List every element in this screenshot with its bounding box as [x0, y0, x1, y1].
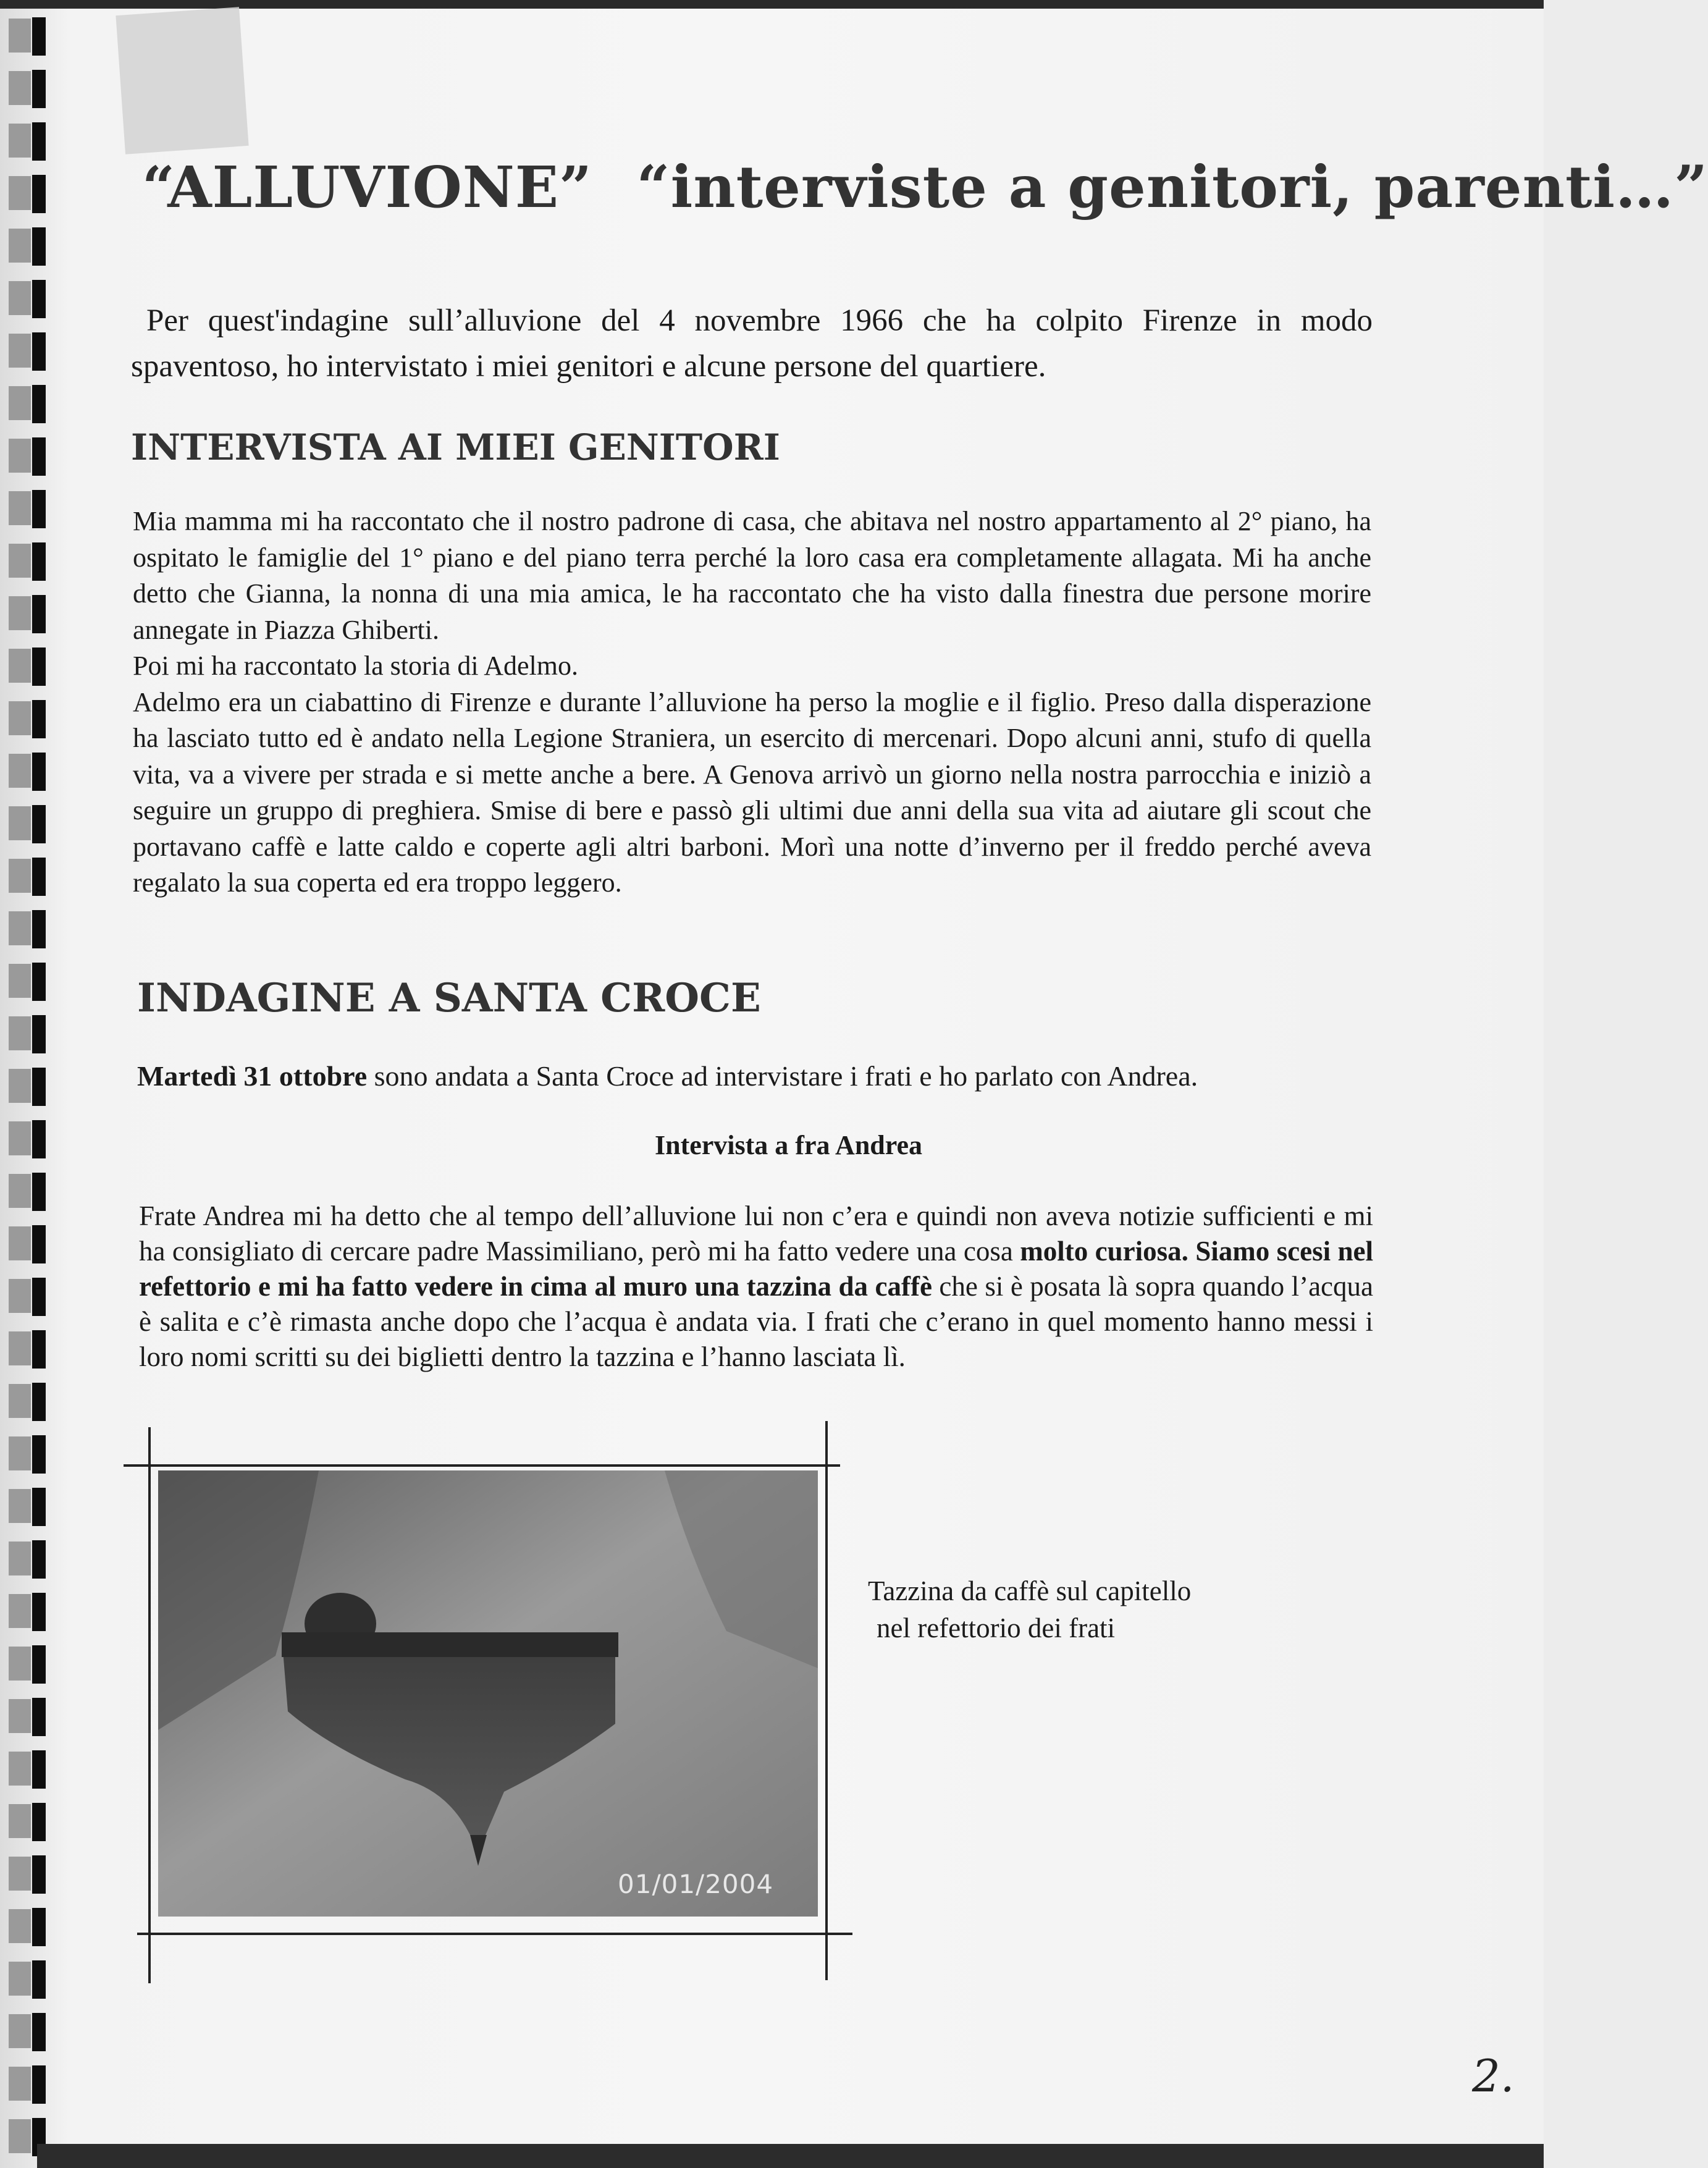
- binding-ring-shadow: [9, 71, 31, 105]
- binding-ring: [32, 700, 46, 738]
- title-alluvione: “ALLUVIONE”: [142, 154, 592, 221]
- binding-ring: [32, 1120, 46, 1158]
- binding-ring: [32, 858, 46, 896]
- capital-photo-image: [158, 1470, 818, 1917]
- binding-ring-shadow: [9, 1174, 31, 1208]
- binding-ring: [32, 1645, 46, 1684]
- binding-ring-shadow: [9, 1804, 31, 1838]
- binding-ring-shadow: [9, 701, 31, 735]
- binding-ring-shadow: [9, 2119, 31, 2153]
- binding-ring-shadow: [9, 1752, 31, 1786]
- binding-ring-shadow: [9, 806, 31, 840]
- binding-ring-shadow: [9, 1121, 31, 1155]
- page-title: [142, 153, 1708, 246]
- binding-ring: [32, 1015, 46, 1053]
- binding-ring: [32, 490, 46, 528]
- binding-ring: [32, 1855, 46, 1894]
- caption-line-1: Tazzina da caffè sul capitello: [868, 1575, 1192, 1606]
- photo-caption: [868, 1572, 1300, 1647]
- binding-ring-shadow: [9, 1647, 31, 1681]
- binding-ring-shadow: [9, 229, 31, 263]
- binding-ring-shadow: [9, 1436, 31, 1470]
- scan-bottom-edge: [37, 2144, 1544, 2168]
- interview-body: [139, 1199, 1373, 1375]
- binding-ring: [32, 437, 46, 476]
- title-subtitle: “interviste a genitori, parenti…”: [636, 153, 1708, 221]
- binding-ring-shadow: [9, 911, 31, 945]
- binding-ring-shadow: [9, 386, 31, 420]
- binding-ring: [32, 1750, 46, 1789]
- binding-ring-shadow: [9, 1857, 31, 1891]
- binding-ring-shadow: [9, 2067, 31, 2101]
- binding-ring-shadow: [9, 1016, 31, 1050]
- caption-line-2: nel refettorio dei frati: [877, 1613, 1116, 1643]
- binding-ring: [32, 647, 46, 686]
- binding-ring: [32, 280, 46, 318]
- binding-ring: [32, 1173, 46, 1211]
- binding-ring-shadow: [9, 281, 31, 315]
- binding-ring: [32, 542, 46, 581]
- photo-date-stamp: 01/01/2004: [618, 1869, 774, 1899]
- binding-ring-shadow: [9, 1594, 31, 1628]
- binding-ring-shadow: [9, 649, 31, 683]
- binding-ring: [32, 17, 46, 56]
- binding-ring: [32, 595, 46, 633]
- binding-ring-shadow: [9, 1699, 31, 1733]
- binding-ring: [32, 385, 46, 423]
- binding-ring-shadow: [9, 596, 31, 630]
- binding-ring: [32, 805, 46, 843]
- binding-ring: [32, 175, 46, 213]
- binding-ring: [32, 1908, 46, 1946]
- interview-text-bold: molto curiosa. Siamo scesi nel refettorio e mi ha fatto vedere in cima al muro una tazzina da caffè: [139, 1236, 1374, 1302]
- interview-text-end: che si è posata là sopra quando l’acqua è salita e c’è rimasta anche dopo che l’acqua è andata via. I frati che c’erano in quel momento hanno messi i loro nomi scritti su dei biglietti dentro la tazzina e l’hanno lasciata lì.: [139, 1271, 1373, 1372]
- binding-ring-shadow: [9, 2014, 31, 2048]
- binding-ring-shadow: [9, 964, 31, 998]
- tape-mark: [116, 7, 248, 154]
- binding-ring-shadow: [9, 1962, 31, 1996]
- capital-photo: [158, 1470, 818, 1917]
- binding-ring: [32, 1540, 46, 1579]
- binding-ring-shadow: [9, 1542, 31, 1575]
- binding-ring-shadow: [9, 491, 31, 525]
- binding-ring: [32, 2065, 46, 2104]
- visit-date-text: sono andata a Santa Croce ad intervistare i frati e ho parlato con Andrea.: [367, 1060, 1198, 1092]
- binding-ring: [32, 227, 46, 266]
- paragraph: Adelmo era un ciabattino di Firenze e durante l’alluvione ha perso la moglie e il figlio. Preso dalla disperazione ha lasciato tutto ed è andato nella Legione Straniera, un esercito di mercenari. Dopo alcuni anni, stufo di quella vita, va a vivere per strada e si mette anche a bere. A Genova arrivò un giorno nella nostra parrocchia e iniziò a seguire un gruppo di preghiera. Smise di bere e passò gli ultimi due anni della sua vita ad aiutare gli scout che portavano caffè e latte caldo e coperte agli altri barboni. Morì una notte d’inverno per il freddo perché aveva regalato la sua coperta ed era troppo leggero.: [133, 686, 1371, 898]
- interview-title: Intervista a fra Andrea: [655, 1130, 923, 1160]
- binding-ring: [32, 1698, 46, 1736]
- spiral-binding: [0, 0, 68, 2168]
- binding-ring-shadow: [9, 439, 31, 473]
- binding-ring-shadow: [9, 334, 31, 368]
- binding-ring: [32, 753, 46, 791]
- binding-ring-shadow: [9, 1226, 31, 1260]
- section-genitori-body: [133, 504, 1371, 901]
- paragraph: Poi mi ha raccontato la storia di Adelmo.: [133, 651, 578, 681]
- interview-text-start: Frate Andrea mi ha detto che al tempo dell’alluvione lui non c’era e quindi non aveva notizie sufficienti e mi ha consigliato di cercare padre Massimiliano, però mi ha fatto vedere una cosa: [139, 1200, 1373, 1267]
- section-heading-genitori: INTERVISTA AI MIEI GENITORI: [131, 426, 780, 468]
- binding-ring-shadow: [9, 544, 31, 578]
- binding-ring: [32, 122, 46, 161]
- paragraph: Mia mamma mi ha raccontato che il nostro padrone di casa, che abitava nel nostro appartamento al 2° piano, ha ospitato le famiglie del 1° piano e del piano terra perché la loro casa era completamente allagata. Mi ha anche detto che Gianna, la nonna di una mia amica, le ha raccontato che ha visto dalla finestra due persone morire annegate in Piazza Ghiberti.: [133, 506, 1371, 645]
- binding-ring: [32, 1593, 46, 1631]
- section-heading-santa-croce: INDAGINE A SANTA CROCE: [137, 975, 761, 1021]
- visit-date-paragraph: [137, 1058, 1373, 1095]
- binding-ring: [32, 2013, 46, 2051]
- binding-ring-shadow: [9, 19, 31, 53]
- binding-ring: [32, 1383, 46, 1421]
- binding-ring: [32, 910, 46, 948]
- binding-ring-shadow: [9, 754, 31, 788]
- page-number: 2.: [1472, 2050, 1515, 2102]
- binding-ring-shadow: [9, 1331, 31, 1365]
- binding-ring: [32, 1960, 46, 1999]
- binding-ring: [32, 1488, 46, 1526]
- visit-date: Martedì 31 ottobre: [137, 1060, 368, 1092]
- binding-ring-shadow: [9, 1384, 31, 1418]
- binding-ring: [32, 1803, 46, 1841]
- binding-ring-shadow: [9, 1489, 31, 1523]
- binding-ring: [32, 332, 46, 371]
- binding-ring-shadow: [9, 1909, 31, 1943]
- intro-paragraph: Per quest'indagine sull’alluvione del 4 novembre 1966 che ha colpito Firenze in modo spaventoso, ho intervistato i miei genitori e alcune persone del quartiere.: [131, 303, 1373, 384]
- binding-ring-shadow: [9, 124, 31, 158]
- binding-ring: [32, 963, 46, 1001]
- binding-ring-shadow: [9, 1279, 31, 1313]
- binding-ring: [32, 70, 46, 108]
- binding-ring-shadow: [9, 1069, 31, 1103]
- binding-rings: [0, 0, 68, 2168]
- binding-ring: [32, 1330, 46, 1369]
- binding-ring-shadow: [9, 859, 31, 893]
- binding-ring: [32, 1225, 46, 1263]
- binding-ring-shadow: [9, 176, 31, 210]
- binding-ring: [32, 1068, 46, 1106]
- binding-ring: [32, 1435, 46, 1474]
- binding-ring: [32, 1278, 46, 1316]
